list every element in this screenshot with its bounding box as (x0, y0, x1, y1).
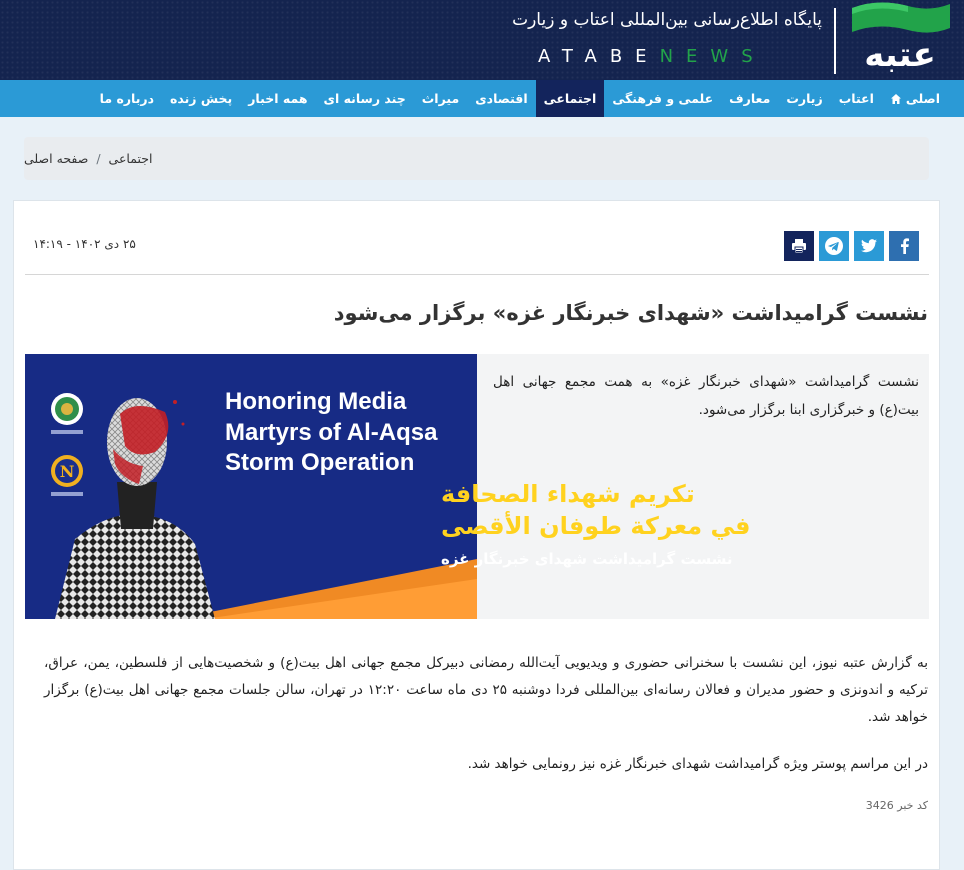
nav-item-label: معارف (729, 91, 771, 106)
nav-item-0[interactable] (882, 80, 948, 117)
main-nav (0, 80, 964, 117)
facebook-icon (897, 238, 911, 254)
nav-list (92, 80, 948, 117)
facebook-share-button[interactable] (889, 231, 919, 261)
svg-text:N: N (59, 462, 75, 481)
nav-item-label: زیارت (786, 91, 823, 106)
nav-item-label: میراث (421, 91, 460, 106)
print-button[interactable] (784, 231, 814, 261)
site-title: پایگاه اطلاع‌رسانی بین‌المللی اعتاب و زیارت (512, 10, 822, 30)
nav-item-6[interactable] (467, 80, 535, 117)
poster-ar-line1: تكريم شهداء الصحافة (441, 480, 695, 508)
nav-item-7[interactable] (414, 80, 467, 117)
breadcrumb (24, 137, 929, 180)
site-brand (538, 46, 766, 67)
share-buttons (784, 231, 919, 261)
poster-en-line1: Honoring Media (225, 388, 407, 415)
article-paragraph-1: به گزارش عتبه نیوز، این نشست با سخنرانی حضوری و ویدیویی آیت‌الله رمضانی دبیرکل مجمع جهانی اهل بیت(ع) و شخصیت‌هایی از فلسطین، یمن، عراق، ترکیه و اندونزی و حضور مدیران و فعالان رسانه‌ای بین‌المللی فردا دوشنبه ۲۵ دی ماه ساعت ۱۲:۲۰ در تهران، سالن جلسات مجمع جهانی اهل بیت(ع) برگزار خواهد شد. (44, 655, 928, 725)
nav-item-10[interactable] (162, 80, 240, 117)
nav-item-2[interactable] (778, 80, 830, 117)
breadcrumb-home[interactable]: صفحه اصلی (24, 151, 89, 166)
telegram-icon (824, 236, 844, 256)
article-date: ۲۵ دی ۱۴۰۲ - ۱۴:۱۹ (33, 237, 136, 251)
lead-box (25, 354, 929, 619)
divider (25, 274, 929, 275)
poster-fa-line: نشست گرامیداشت شهدای خبرنگار غزه (441, 550, 733, 568)
print-icon (791, 238, 807, 254)
logo-text: عتبه (864, 35, 936, 75)
nav-item-5[interactable] (536, 80, 605, 117)
nav-item-8[interactable] (316, 80, 414, 117)
article-paragraph-2: در این مراسم پوستر ویژه گرامیداشت شهدای خبرنگار غزه نیز رونمایی خواهد شد. (467, 756, 928, 772)
logo-divider (834, 8, 836, 74)
site-logo[interactable] (838, 0, 964, 80)
nav-item-label: همه اخبار (248, 91, 308, 106)
brand-news: NEWS (659, 46, 766, 67)
poster-ar-line2: في معركة طوفان الأقصى (441, 512, 751, 540)
poster-en-line2: Martyrs of Al-Aqsa (225, 419, 438, 446)
nav-item-label: علمی و فرهنگی (612, 91, 714, 106)
nav-item-label: اجتماعی (543, 91, 597, 106)
breadcrumb-separator: / (96, 151, 101, 166)
nav-item-4[interactable] (604, 80, 721, 117)
breadcrumb-current: اجتماعی (108, 151, 153, 166)
home-icon (890, 93, 902, 105)
nav-item-9[interactable] (240, 80, 315, 117)
brand-atabe: ATABE (538, 46, 660, 67)
poster-en-line3: Storm Operation (225, 449, 415, 476)
nav-item-label: پخش زنده (170, 91, 233, 106)
twitter-share-button[interactable] (854, 231, 884, 261)
nav-item-label: اعتاب (838, 91, 874, 106)
article-card (13, 200, 940, 870)
article-lead: نشست گرامیداشت «شهدای خبرنگار غزه» به همت مجمع جهانی اهل بیت(ع) و خبرگزاری ابنا برگزار می‌شود. (493, 374, 919, 418)
nav-item-label: اقتصادی (475, 91, 528, 106)
news-code: کد خبر 3426 (865, 799, 928, 812)
article-title: نشست گرامیداشت «شهدای خبرنگار غزه» برگزار می‌شود (333, 301, 928, 325)
nav-item-label: درباره ما (99, 91, 155, 106)
nav-item-label: اصلی (905, 91, 940, 106)
nav-item-3[interactable] (721, 80, 778, 117)
nav-item-11[interactable] (92, 80, 162, 117)
nav-item-label: چند رسانه ای (323, 91, 406, 106)
twitter-icon (861, 239, 877, 253)
nav-item-1[interactable] (831, 80, 882, 117)
telegram-share-button[interactable] (819, 231, 849, 261)
site-header (0, 0, 964, 80)
